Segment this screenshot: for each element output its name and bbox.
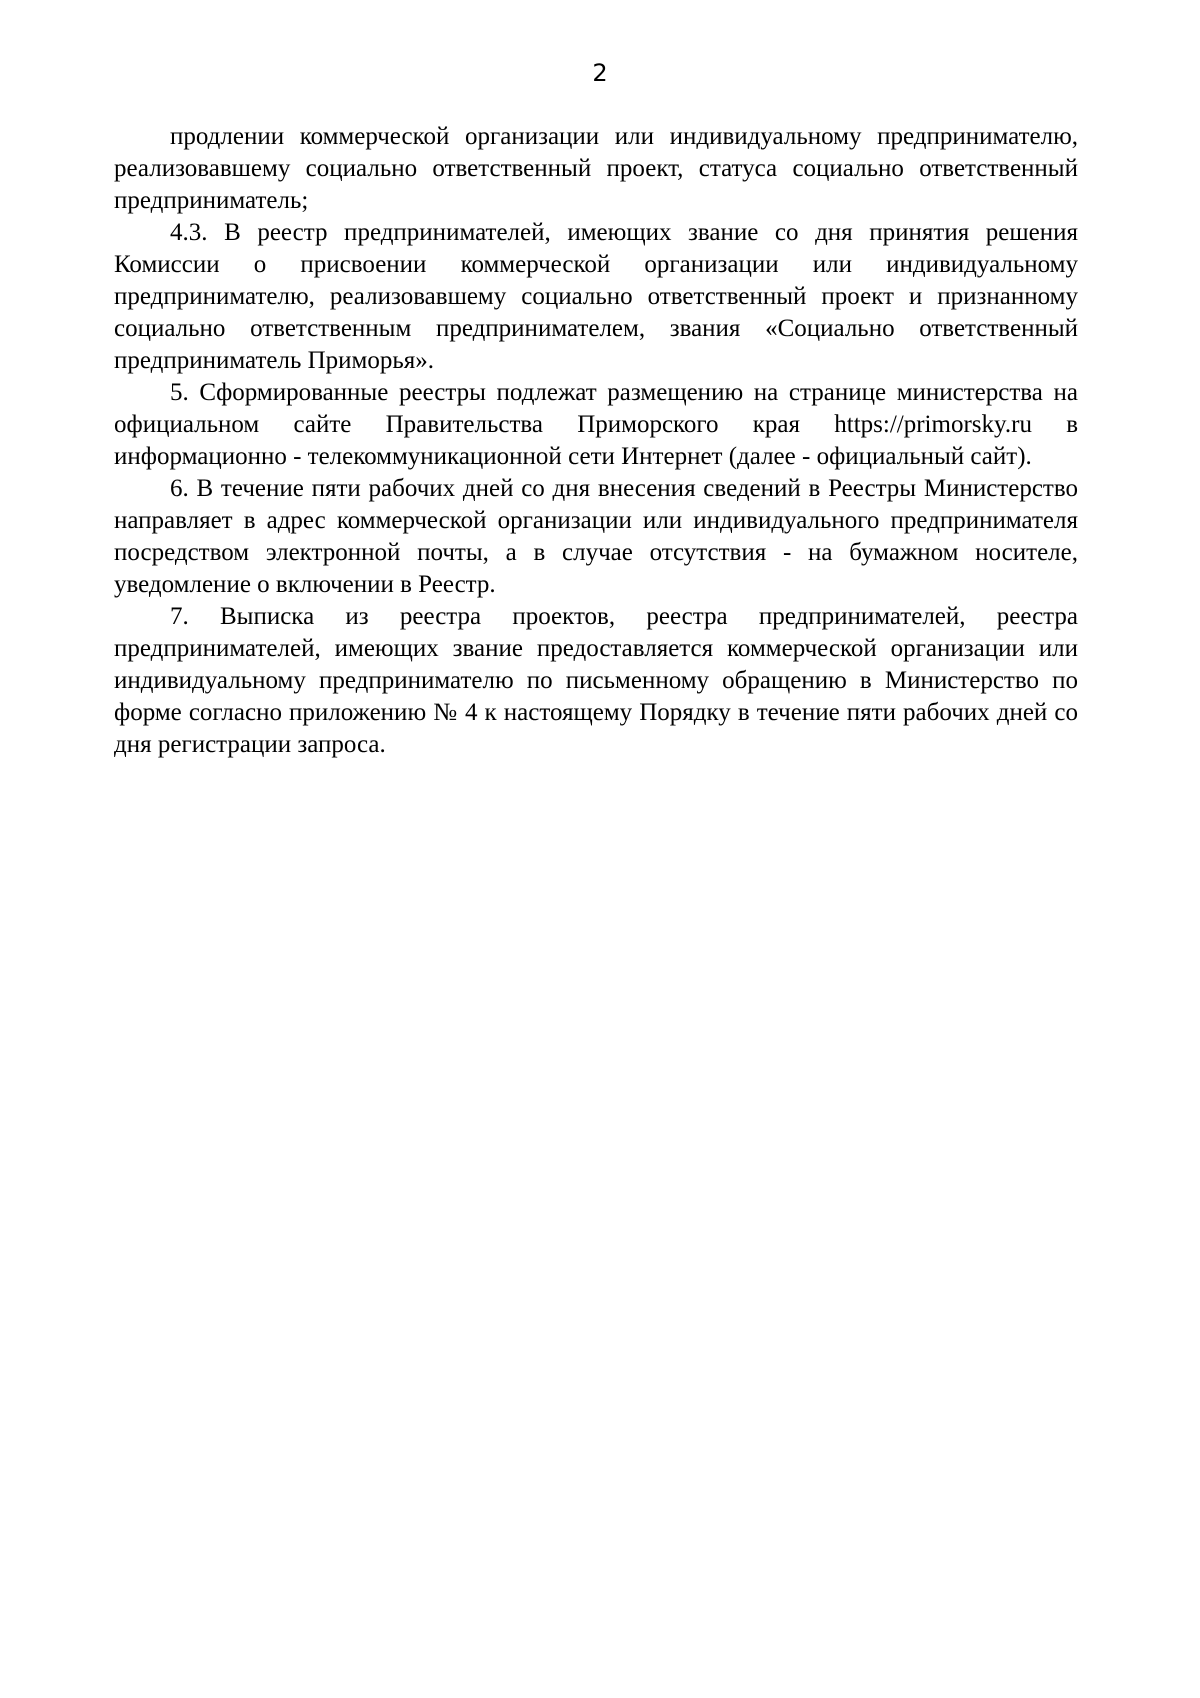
paragraph-continuation: продлении коммерческой организации или индивидуальному предпринимателю, реализовавшему социально ответственный проект, статуса социально ответственный предприниматель; (114, 123, 1078, 214)
document-body (114, 121, 1078, 761)
paragraph-4-3: 4.3. В реестр предпринимателей, имеющих звание со дня принятия решения Комиссии о присвоении коммерческой организации или индивидуальному предпринимателю, реализовавшему социально ответственный проект и признанному социально ответственным предпринимателем, звания «Социально ответственный предприниматель Приморья». (114, 219, 1078, 374)
page-number: 2 (592, 59, 608, 87)
paragraph-7: 7. Выписка из реестра проектов, реестра предпринимателей, реестра предпринимателей, имеющих звание предоставляется коммерческой организации или индивидуальному предпринимателю по письменному обращению в Министерство по форме согласно приложению № 4 к настоящему Порядку в течение пяти рабочих дней со дня регистрации запроса. (114, 603, 1078, 758)
paragraph-5: 5. Сформированные реестры подлежат размещению на странице министерства на официальном сайте Правительства Приморского края https://primorsky.ru в информационно - телекоммуникационной сети Интернет (далее - официальный сайт). (114, 379, 1078, 470)
paragraph-6: 6. В течение пяти рабочих дней со дня внесения сведений в Реестры Министерство направляет в адрес коммерческой организации или индивидуального предпринимателя посредством электронной почты, а в случае отсутствия - на бумажном носителе, уведомление о включении в Реестр. (114, 475, 1078, 598)
